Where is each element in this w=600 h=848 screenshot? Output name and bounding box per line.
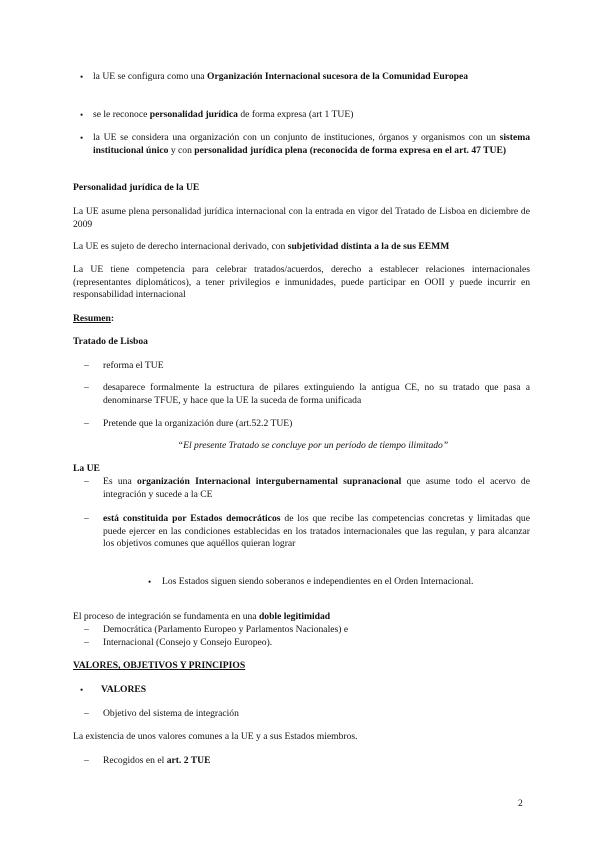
- paragraph: El proceso de integración se fundamenta en una doble legitimidad: [73, 611, 331, 622]
- dash-icon: –: [84, 476, 89, 487]
- list-item: – Recogidos en el art. 2 TUE: [84, 755, 211, 766]
- list-item: • se le reconoce personalidad jurídica de forma expresa (art 1 TUE): [80, 109, 354, 120]
- dash-icon: –: [84, 382, 89, 393]
- list-item: – está constituida por Estados democráticos de los que recibe las competencias concretas y limitadas que puede ejercer en las condiciones establecidas en los tratados internacionales que las regulan, y para alcanzar los objetivos comunes que aquéllos quieran lograr: [84, 513, 530, 549]
- bullet-icon: •: [80, 110, 84, 120]
- list-item: – Es una organización Internacional intergubernamental supranacional que asume todo el acervo de integración y sucede a la CE: [84, 476, 530, 500]
- quote: “El presente Tratado se concluye por un período de tiempo ilimitado”: [177, 440, 449, 451]
- dash-icon: –: [84, 418, 89, 429]
- bullet-icon: •: [148, 577, 152, 587]
- dash-icon: –: [84, 708, 89, 719]
- section-heading-valores: VALORES, OBJETIVOS Y PRINCIPIOS: [73, 660, 246, 671]
- dash-icon: –: [84, 624, 89, 635]
- paragraph: La UE asume plena personalidad jurídica internacional con la entrada en vigor del Tratado de Lisboa en diciembre de 2009: [73, 206, 530, 230]
- list-item: – reforma el TUE: [84, 360, 164, 371]
- paragraph: La existencia de unos valores comunes a la UE y a sus Estados miembros.: [73, 731, 358, 742]
- page-number: 2: [518, 798, 523, 809]
- section-heading-la-ue: La UE: [73, 463, 100, 474]
- list-item: • VALORES: [80, 684, 147, 695]
- bullet-icon: •: [80, 685, 84, 695]
- list-item: – Democrática (Parlamento Europeo y Parlamentos Nacionales) e: [84, 624, 349, 635]
- dash-icon: –: [84, 513, 89, 524]
- subheading-tratado-lisboa: Tratado de Lisboa: [73, 336, 148, 347]
- dash-icon: –: [84, 755, 89, 766]
- bullet-icon: •: [80, 72, 84, 82]
- paragraph: La UE es sujeto de derecho internacional derivado, con subjetividad distinta a la de sus EEMM: [73, 241, 450, 252]
- list-item: – Internacional (Consejo y Consejo Europeo).: [84, 637, 273, 648]
- list-item: • la UE se considera una organización con un conjunto de instituciones, órganos y organismos con un sistema institucional único y con personalidad jurídica plena (reconocida de forma expresa en el art. 47 TUE): [80, 132, 530, 156]
- list-item: – desaparece formalmente la estructura de pilares extinguiendo la antigua CE, no su tratado que pasa a denominarse TFUE, y hace que la UE la suceda de forma unificada: [84, 382, 530, 406]
- dash-icon: –: [84, 637, 89, 648]
- bullet-icon: •: [80, 133, 84, 143]
- list-item: – Pretende que la organización dure (art.52.2 TUE): [84, 418, 293, 429]
- list-item: • Los Estados siguen siendo soberanos e independientes en el Orden Internacional.: [148, 576, 474, 587]
- list-item: • la UE se configura como una Organización Internacional sucesora de la Comunidad Europea: [80, 71, 469, 82]
- paragraph: La UE tiene competencia para celebrar tratados/acuerdos, derecho a establecer relaciones internacionales (representantes diplomáticos), a tener privilegios e inmunidades, puede participar en OOII y puede incurrir en responsabilidad internacional: [73, 264, 530, 300]
- list-item: – Objetivo del sistema de integración: [84, 708, 239, 719]
- dash-icon: –: [84, 360, 89, 371]
- section-heading-resumen: Resumen:: [73, 313, 115, 324]
- section-heading-personalidad: Personalidad jurídica de la UE: [73, 182, 200, 193]
